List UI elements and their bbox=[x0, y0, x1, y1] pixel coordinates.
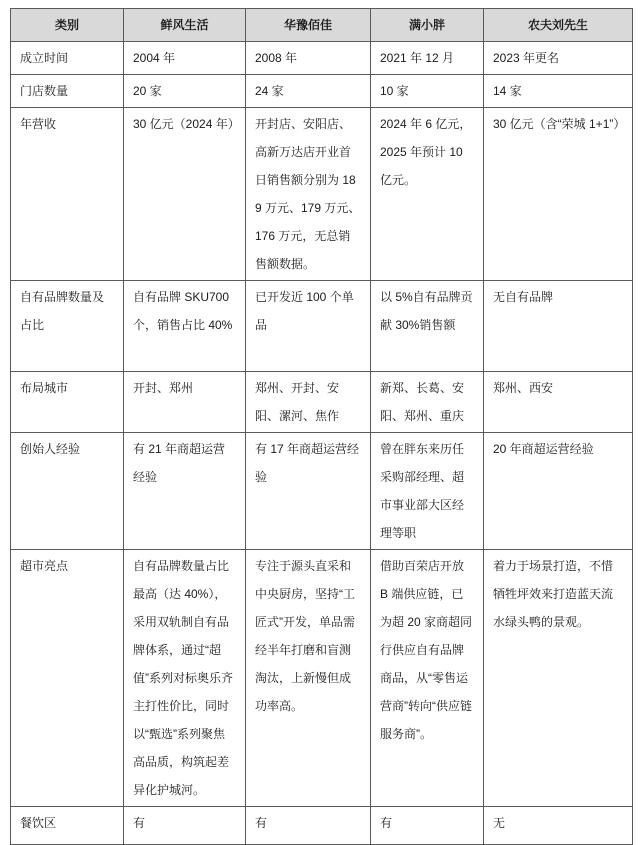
header-cell-brand-4: 农夫刘先生 bbox=[484, 9, 633, 42]
data-cell: 新郑、长葛、安阳、郑州、重庆 bbox=[371, 372, 484, 433]
header-cell-brand-3: 满小胖 bbox=[371, 9, 484, 42]
table-row-annual-revenue bbox=[11, 108, 633, 281]
row-label: 餐饮区 bbox=[11, 807, 124, 845]
data-cell: 2008 年 bbox=[246, 42, 371, 75]
data-cell: 14 家 bbox=[484, 75, 633, 108]
table-row-highlights bbox=[11, 550, 633, 807]
table-row-private-label bbox=[11, 281, 633, 372]
row-label: 创始人经验 bbox=[11, 433, 124, 550]
data-cell: 郑州、开封、安阳、漯河、焦作 bbox=[246, 372, 371, 433]
data-cell: 自有品牌 SKU700 个，销售占比 40% bbox=[124, 281, 246, 372]
header-cell-brand-1: 鲜风生活 bbox=[124, 9, 246, 42]
header-cell-category: 类别 bbox=[11, 9, 124, 42]
data-cell: 2021 年 12 月 bbox=[371, 42, 484, 75]
data-cell: 24 家 bbox=[246, 75, 371, 108]
data-cell: 无 bbox=[484, 807, 633, 845]
row-label: 自有品牌数量及占比 bbox=[11, 281, 124, 372]
row-label: 布局城市 bbox=[11, 372, 124, 433]
data-cell: 有 bbox=[246, 807, 371, 845]
data-cell: 2023 年更名 bbox=[484, 42, 633, 75]
data-cell: 郑州、西安 bbox=[484, 372, 633, 433]
row-label: 年营收 bbox=[11, 108, 124, 281]
table-row-founder-experience bbox=[11, 433, 633, 550]
data-cell: 着力于场景打造，不惜牺牲坪效来打造蓝天流水绿头鸭的景观。 bbox=[484, 550, 633, 807]
data-cell: 30 亿元（2024 年） bbox=[124, 108, 246, 281]
data-cell: 专注于源头直采和中央厨房，坚持“工匠式”开发，单品需经半年打磨和盲测淘汰，上新慢但成功率高。 bbox=[246, 550, 371, 807]
data-cell: 30 亿元（含“荣城 1+1”） bbox=[484, 108, 633, 281]
row-label: 门店数量 bbox=[11, 75, 124, 108]
table-row-dining-area bbox=[11, 807, 633, 845]
data-cell: 借助百荣店开放 B 端供应链，已为超 20 家商超同行供应自有品牌商品，从“零售运营商”转向“供应链服务商”。 bbox=[371, 550, 484, 807]
data-cell: 20 家 bbox=[124, 75, 246, 108]
data-cell: 有 21 年商超运营经验 bbox=[124, 433, 246, 550]
data-cell: 有 bbox=[371, 807, 484, 845]
data-cell: 已开发近 100 个单品 bbox=[246, 281, 371, 372]
table-header-row bbox=[11, 9, 633, 42]
data-cell: 20 年商超运营经验 bbox=[484, 433, 633, 550]
row-label: 超市亮点 bbox=[11, 550, 124, 807]
data-cell: 开封、郑州 bbox=[124, 372, 246, 433]
table-row-store-count bbox=[11, 75, 633, 108]
data-cell: 有 17 年商超运营经验 bbox=[246, 433, 371, 550]
data-cell: 曾在胖东来历任采购部经理、超市事业部大区经理等职 bbox=[371, 433, 484, 550]
data-cell: 开封店、安阳店、高新万达店开业首日销售额分别为 189 万元、179 万元、176 万元，无总销售额数据。 bbox=[246, 108, 371, 281]
table-row-cities bbox=[11, 372, 633, 433]
data-cell: 10 家 bbox=[371, 75, 484, 108]
data-cell: 以 5%自有品牌贡献 30%销售额 bbox=[371, 281, 484, 372]
data-cell: 自有品牌数量占比最高（达 40%），采用双轨制自有品牌体系，通过“超值”系列对标奥乐齐主打性价比，同时以“甄选”系列聚焦高品质，构筑起差异化护城河。 bbox=[124, 550, 246, 807]
brand-comparison-table bbox=[10, 8, 633, 845]
data-cell: 2004 年 bbox=[124, 42, 246, 75]
data-cell: 无自有品牌 bbox=[484, 281, 633, 372]
table-row-founded bbox=[11, 42, 633, 75]
data-cell: 有 bbox=[124, 807, 246, 845]
row-label: 成立时间 bbox=[11, 42, 124, 75]
header-cell-brand-2: 华豫佰佳 bbox=[246, 9, 371, 42]
data-cell: 2024 年 6 亿元，2025 年预计 10 亿元。 bbox=[371, 108, 484, 281]
